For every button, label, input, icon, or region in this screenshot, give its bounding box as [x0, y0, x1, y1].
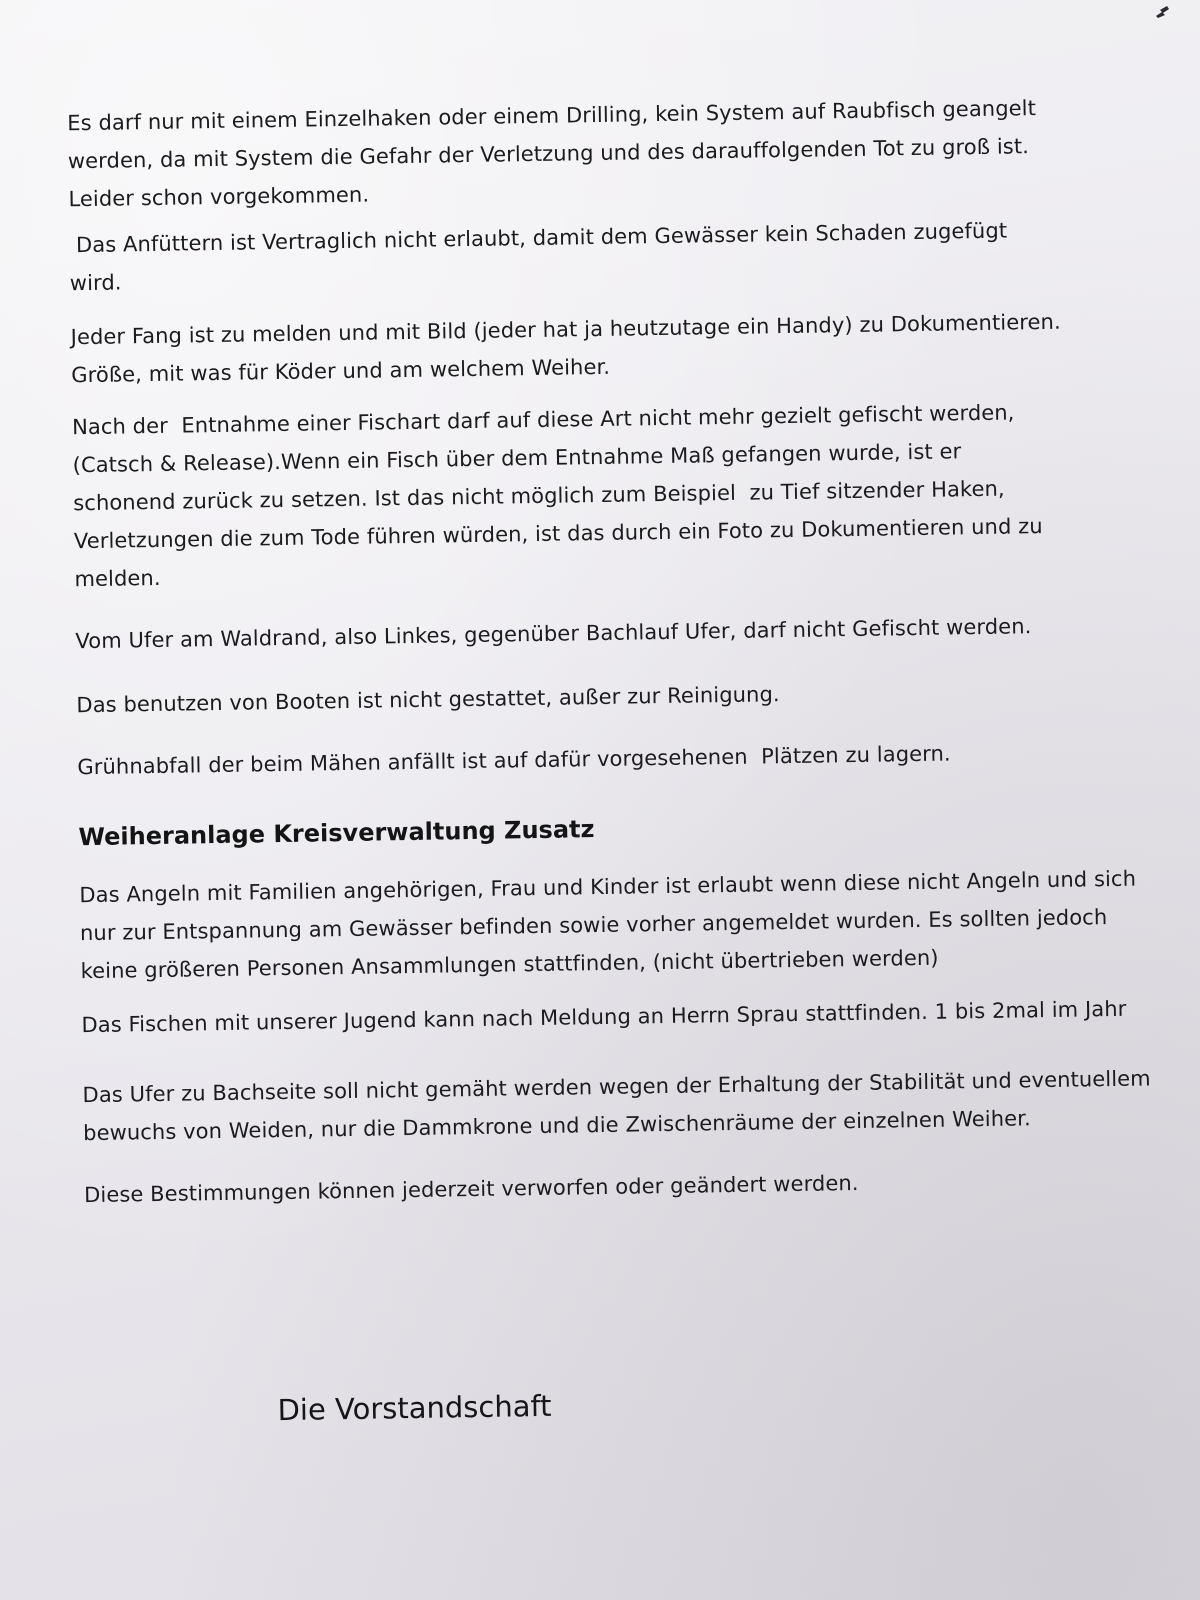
section-heading: Weiheranlage Kreisverwaltung Zusatz — [78, 815, 595, 852]
text-line: keine größeren Personen Ansammlungen stattfinden, (nicht übertrieben werden) — [80, 945, 939, 984]
addendum-paragraph-bank-mowing — [82, 1059, 1173, 1152]
text-line: Verletzungen die zum Tode führen würden, ist das durch ein Foto zu Dokumentieren und zu — [73, 514, 1043, 554]
rule-paragraph-catch-report — [70, 301, 1161, 394]
text-line: Nach der Entnahme einer Fischart darf auf diese Art nicht mehr gezielt gefischt werden, — [71, 400, 1015, 440]
text-line: wird. — [69, 270, 122, 296]
text-line: Grühnabfall der beim Mähen anfällt ist auf dafür vorgesehenen Plätzen zu lagern. — [77, 741, 951, 780]
text-line: Diese Bestimmungen können jederzeit verworfen oder geändert werden. — [83, 1170, 859, 1208]
text-line: Leider schon vorgekommen. — [68, 182, 370, 212]
text-line: Das Ufer zu Bachseite soll nicht gemäht werden wegen der Erhaltung der Stabilität und eventuellem — [82, 1066, 1151, 1108]
text-line: bewuchs von Weiden, nur die Dammkrone und die Zwischenräume der einzelnen Weiher. — [82, 1106, 1031, 1146]
text-line: Es darf nur mit einem Einzelhaken oder einem Drilling, kein System auf Raubfisch geangelt — [67, 96, 1037, 136]
text-line: werden, da mit System die Gefahr der Verletzung und des darauffolgenden Tot zu groß ist. — [67, 134, 1030, 174]
rule-paragraph-boats — [76, 669, 1166, 724]
addendum-paragraph-changes — [84, 1159, 1174, 1214]
signature-line: Die Vorstandschaft — [277, 1388, 552, 1428]
text-line: Das Anfüttern ist Vertraglich nicht erlaubt, damit dem Gewässer kein Schaden zugefügt — [69, 218, 1008, 258]
rule-paragraph-shore — [75, 605, 1165, 660]
text-line: schonend zurück zu setzen. Ist das nicht möglich zum Beispiel zu Tief sitzender Haken, — [73, 476, 1005, 516]
text-line: Das benutzen von Booten ist nicht gestattet, außer zur Reinigung. — [76, 682, 780, 718]
addendum-paragraph-youth — [81, 989, 1171, 1044]
rule-paragraph-feeding — [69, 209, 1160, 302]
text-line: (Catsch & Release).Wenn ein Fisch über dem Entnahme Maß gefangen wurde, ist er — [72, 439, 962, 478]
text-line: nur zur Entspannung am Gewässer befinden sowie vorher angemeldet wurden. Es sollten jedoch — [79, 905, 1108, 946]
rule-paragraph-green-waste — [77, 731, 1167, 786]
addendum-paragraph-family — [79, 859, 1171, 990]
text-line: melden. — [74, 565, 161, 592]
text-line: Das Fischen mit unserer Jugend kann nach Meldung an Herrn Sprau stattfinden. 1 bis 2mal im Jahr — [81, 996, 1127, 1038]
rule-paragraph-hooks — [67, 87, 1159, 218]
text-line: Vom Ufer am Waldrand, also Linkes, gegenüber Bachlauf Ufer, darf nicht Gefischt werden. — [75, 614, 1032, 654]
text-line: Das Angeln mit Familien angehörigen, Frau und Kinder ist erlaubt wenn diese nicht Angeln und sich — [79, 866, 1137, 908]
text-line: Größe, mit was für Köder und am welchem Weiher. — [71, 354, 611, 388]
text-line: Jeder Fang ist zu melden und mit Bild (jeder hat ja heutzutage ein Handy) zu Dokumentieren. — [70, 309, 1061, 350]
rule-paragraph-catch-release — [72, 391, 1165, 598]
